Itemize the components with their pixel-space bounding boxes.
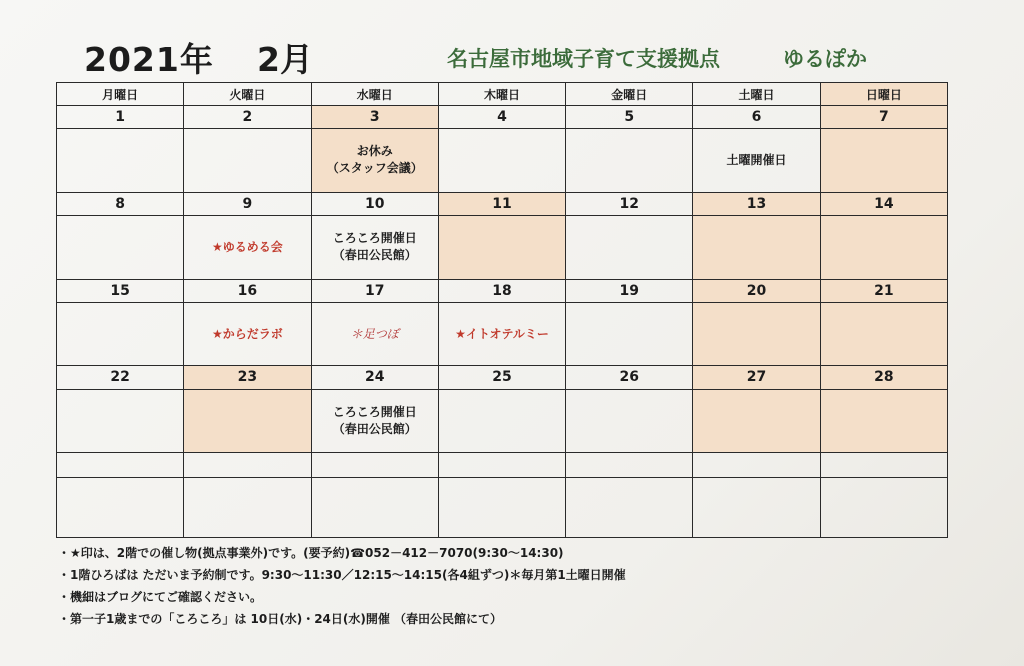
date-cell: 2	[184, 106, 311, 129]
date-cell: 18	[438, 279, 565, 302]
event-cell	[566, 129, 693, 193]
event-cell	[438, 129, 565, 193]
event-cell	[693, 129, 820, 193]
date-cell: 13	[693, 192, 820, 215]
event-cell	[566, 389, 693, 453]
date-row	[57, 106, 948, 129]
date-cell: 12	[566, 192, 693, 215]
empty-cell	[693, 453, 820, 478]
date-cell: 28	[820, 366, 947, 389]
calendar-grid	[56, 82, 948, 538]
date-cell: 21	[820, 279, 947, 302]
date-cell: 14	[820, 192, 947, 215]
event-cell	[438, 302, 565, 366]
event-cell	[311, 302, 438, 366]
date-cell: 16	[184, 279, 311, 302]
empty-cell	[820, 453, 947, 478]
date-cell: 11	[438, 192, 565, 215]
weekday-saturday: 土曜日	[693, 83, 820, 106]
event-cell	[566, 215, 693, 279]
event-cell	[57, 389, 184, 453]
empty-cell	[184, 453, 311, 478]
date-row	[57, 192, 948, 215]
event-sublabel: （春田公民館）	[332, 421, 417, 436]
event-label: ★からだラボ	[212, 326, 283, 341]
date-cell: 15	[57, 279, 184, 302]
empty-date-row	[57, 453, 948, 478]
empty-cell	[820, 478, 947, 538]
event-cell	[57, 215, 184, 279]
empty-cell	[693, 478, 820, 538]
event-sublabel: （春田公民館）	[332, 248, 417, 263]
date-row	[57, 366, 948, 389]
note-korokoro: ・第一子1歳までの「ころころ」は 10日(水)・24日(水)開催 （春田公民館にて）	[58, 612, 503, 626]
weekday-sunday: 日曜日	[820, 83, 947, 106]
note-details-blog: ・機細はブログにてご確認ください。	[58, 590, 263, 604]
empty-cell	[438, 478, 565, 538]
date-cell: 25	[438, 366, 565, 389]
empty-cell	[57, 453, 184, 478]
event-row	[57, 302, 948, 366]
event-cell	[311, 129, 438, 193]
event-label: ★イトオテルミー	[455, 326, 549, 341]
weekday-wednesday: 水曜日	[311, 83, 438, 106]
event-label: ころころ開催日	[332, 231, 417, 246]
empty-cell	[57, 478, 184, 538]
date-cell: 24	[311, 366, 438, 389]
date-cell: 20	[693, 279, 820, 302]
weekday-monday: 月曜日	[57, 83, 184, 106]
event-cell	[57, 302, 184, 366]
event-cell	[820, 129, 947, 193]
date-cell: 22	[57, 366, 184, 389]
event-row	[57, 389, 948, 453]
event-row	[57, 215, 948, 279]
event-cell	[438, 389, 565, 453]
event-cell	[184, 129, 311, 193]
event-cell	[693, 215, 820, 279]
event-cell	[820, 302, 947, 366]
event-cell	[566, 302, 693, 366]
date-row	[57, 279, 948, 302]
event-cell	[820, 389, 947, 453]
event-row	[57, 129, 948, 193]
event-cell	[184, 389, 311, 453]
date-cell: 23	[184, 366, 311, 389]
empty-cell	[311, 478, 438, 538]
empty-event-row	[57, 478, 948, 538]
date-cell: 6	[693, 106, 820, 129]
event-label: ★ゆるめる会	[212, 239, 283, 254]
empty-cell	[566, 453, 693, 478]
event-cell	[438, 215, 565, 279]
date-cell: 3	[311, 106, 438, 129]
event-cell	[184, 215, 311, 279]
date-cell: 17	[311, 279, 438, 302]
event-label: ころころ開催日	[332, 404, 417, 419]
organization-title: 名古屋市地域子育て支援拠点	[447, 47, 720, 71]
month-title: 2月	[257, 40, 313, 79]
date-cell: 8	[57, 192, 184, 215]
event-cell	[311, 389, 438, 453]
handwritten-note: ＊足つぼ	[350, 326, 399, 341]
event-cell	[311, 215, 438, 279]
notes-section	[58, 542, 626, 630]
empty-cell	[184, 478, 311, 538]
empty-cell	[438, 453, 565, 478]
weekday-thursday: 木曜日	[438, 83, 565, 106]
year-title: 2021年	[84, 40, 214, 79]
event-sublabel: （スタッフ会議）	[326, 161, 423, 176]
event-cell	[693, 389, 820, 453]
date-cell: 9	[184, 192, 311, 215]
date-cell: 27	[693, 366, 820, 389]
event-cell	[57, 129, 184, 193]
event-cell	[820, 215, 947, 279]
event-label: お休み	[356, 144, 393, 159]
event-label: 土曜開催日	[726, 152, 787, 167]
date-cell: 5	[566, 106, 693, 129]
weekday-header-row	[57, 83, 948, 106]
weekday-tuesday: 火曜日	[184, 83, 311, 106]
date-cell: 26	[566, 366, 693, 389]
event-cell	[184, 302, 311, 366]
date-cell: 1	[57, 106, 184, 129]
organization-name: ゆるぽか	[783, 47, 867, 71]
date-cell: 4	[438, 106, 565, 129]
empty-cell	[566, 478, 693, 538]
note-reservation: ・★印は、2階での催し物(拠点事業外)です。(要予約)☎052－412－7070(9:30～14:30)	[58, 546, 564, 560]
empty-cell	[311, 453, 438, 478]
event-cell	[693, 302, 820, 366]
date-cell: 7	[820, 106, 947, 129]
weekday-friday: 金曜日	[566, 83, 693, 106]
date-cell: 19	[566, 279, 693, 302]
note-hiroba-hours: ・1階ひろばは ただいま予約制です。9:30～11:30／12:15～14:15(各4組ずつ)＊毎月第1土曜日開催	[58, 568, 626, 582]
date-cell: 10	[311, 192, 438, 215]
